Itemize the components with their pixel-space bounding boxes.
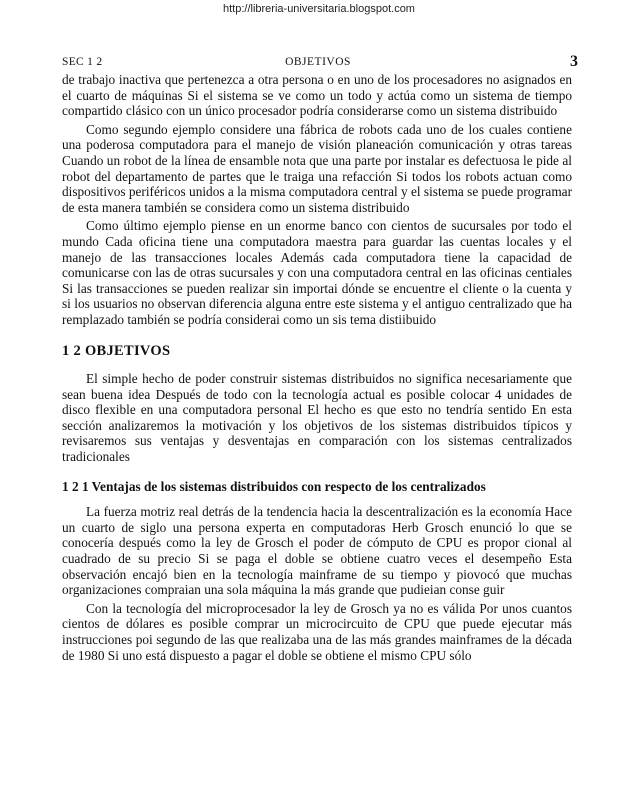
paragraph-bank-example: Como último ejemplo piense en un enorme banco con cientos de sucursales por todo el mundo Cada oficina tiene una computadora maestra para guardar las cuentas locales y el manejo de las transacciones locales Además cada computadora tiene la capacidad de comunicarse con las de otras sucursales y con una computadora central en las oficinas centiales Si las transacciones se pueden realizar sin importai dónde se encuentre el cliente o la cuenta y si los usuarios no observan diferencia alguna entre este sistema y el antiguo centralizado que ha remplazado también se podría considerai como un sis tema distiibuido [62, 218, 572, 327]
section-number: SEC 1 2 [62, 56, 103, 68]
paragraph-robots-example: Como segundo ejemplo considere una fábrica de robots cada uno de los cuales contiene una poderosa computadora para el manejo de visión planeación comunicación y otras tareas Cuando un robot de la línea de ensamble nota que una parte por instalar es defectuosa le pide al robot del departamento de partes que le traiga una refacción Si todos los robots actuan como dispositivos periféricos unidos a la misma computadora central y el sistema se puede programar de esta manera también se considera como un sistema distribuido [62, 121, 572, 215]
page-body [62, 72, 572, 666]
paragraph-microprocessor: Con la tecnología del microprocesador la ley de Grosch ya no es válida Por unos cuantos cientos de dólares es posible comprar un microcircuito de CPU que puede ejecutar más instrucciones poi segundo de las que realizaba una de las más grandes mainframes de la década de 1980 Si uno está dispuesto a pagar el doble se obtiene el mismo CPU sólo [62, 600, 572, 663]
paragraph-continuation: de trabajo inactiva que pertenezca a otra persona o en uno de los procesadores no asignados en el cuarto de máquinas Si el sistema se ve como un todo y actúa como un sistema de tiempo compartido clásico con un único procesador podría considerarse como un sistema distribuido [62, 72, 572, 119]
page-number: 3 [570, 53, 578, 70]
source-url: http://libreria-universitaria.blogspot.com [223, 3, 415, 15]
subsection-heading-ventajas: 1 2 1 Ventajas de los sistemas distribuidos con respecto de los centralizados [62, 478, 486, 494]
section-heading-objetivos: 1 2 OBJETIVOS [62, 342, 171, 359]
running-title: OBJETIVOS [285, 56, 351, 68]
paragraph-grosch-law: La fuerza motriz real detrás de la tendencia hacia la descentralización es la economía Hace un cuarto de siglo una persona experta en computadoras Herb Grosch enunció lo que se conocería después como la ley de Grosch el poder de cómputo de CPU es propor cional al cuadrado de su precio Si se paga el doble se obtiene cuatro veces el desempeño Esta observación encajó bien en la tecnología mainframe de su tiempo y piovocó que muchas organizaciones compraian una sola máquina la más grande que pudieian conse guir [62, 504, 572, 598]
paragraph-objetivos-intro: El simple hecho de poder construir sistemas distribuidos no significa necesariamente que sean buena idea Después de todo con la tecnología actual es posible colocar 4 unidades de disco flexible en una computadora personal El hecho es que esto no tendría sentido En esta sección analizaremos la motivación y los objetivos de los sistemas distribuidos típicos y revisaremos sus ventajas y desventajas en comparación con los sistemas centralizados tradicionales [62, 371, 572, 465]
